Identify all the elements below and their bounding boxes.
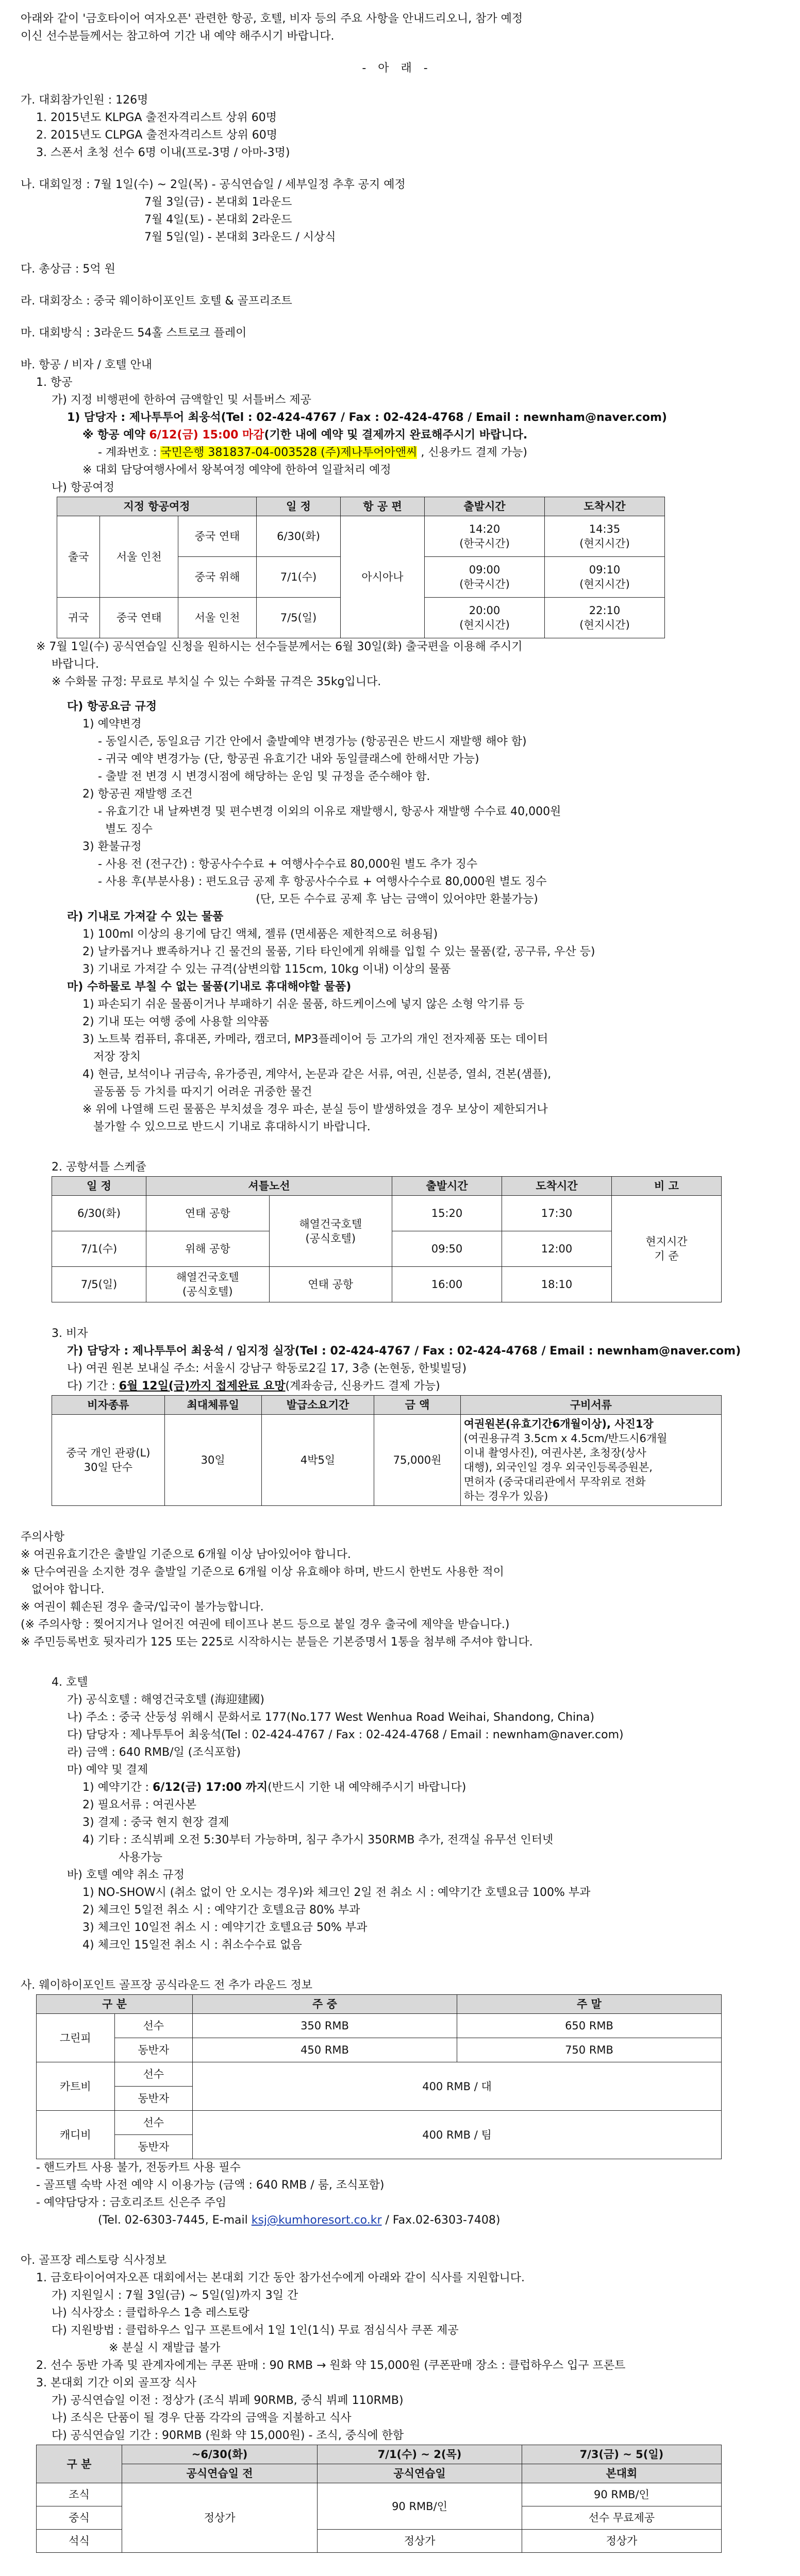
table-cell: 09:00 (한국시간) (425, 557, 545, 598)
list-item: 7월 3일(금) - 본대회 1라운드 (144, 196, 292, 209)
table-header: 최대체류일 (164, 1396, 261, 1415)
hotel-line: 2) 필요서류 : 여권사본 (82, 1799, 196, 1811)
table-cell: 90 RMB/인 (318, 2483, 522, 2530)
rules-item: 4) 현금, 보석이나 귀금속, 유가증권, 계약서, 논문과 같은 서류, 여권, 신분증, 열쇠, 견본(샘플), (82, 1068, 552, 1081)
rules-item: 2) 날카롭거나 뾰족하거나 긴 물건의 물품, 기타 타인에게 위해를 입힐 수 있는 물품(칼, 공구류, 우산 등) (82, 945, 595, 958)
table-header-row (57, 497, 665, 516)
air-ga: 가) 지정 비행편에 한하여 금액할인 및 서틀버스 제공 (52, 394, 311, 406)
table-cell: 650 RMB (457, 2014, 722, 2038)
table-header: 구 분 (37, 2445, 122, 2483)
table-cell: 14:20 (한국시간) (425, 516, 545, 557)
table-cell: 동반자 (114, 2087, 193, 2111)
table-cell: 6/30(화) (257, 516, 341, 557)
rules-item: 2) 기내 또는 여행 중에 사용할 의약품 (82, 1015, 270, 1028)
golf-fee-table (36, 1994, 722, 2159)
rules-item: - 유효기간 내 날짜변경 및 편수변경 이외의 이유로 재발행시, 항공사 재발행 수수료 40,000원 (98, 805, 561, 818)
table-header-row (37, 2445, 722, 2464)
rules-item: 3) 노트북 컴퓨터, 휴대폰, 카메라, 캠코더, MP3플레이어 등 고가의 개인 전자제품 또는 데이터 (82, 1033, 548, 1046)
restaurant-line: 나) 조식은 단품이 될 경우 단품 각각의 금액을 지불하고 식사 (52, 2412, 352, 2425)
table-cell: 아시아나 (341, 516, 425, 638)
table-header: 공식연습일 전 (122, 2464, 317, 2483)
rules-item: - 출발 전 변경 시 변경시점에 해당하는 운임 및 규정을 준수해야 함. (98, 770, 430, 783)
table-header: 구 분 (37, 1995, 193, 2014)
table-header: 7/1(수) ~ 2(목) (318, 2445, 522, 2464)
hotel-reserve-period: 1) 예약기간 : 6/12(금) 17:00 까지(반드시 기한 내 예약해주시기 바랍니다) (82, 1781, 466, 1794)
rules-item: (단, 모든 수수료 공제 후 남는 금액이 있어야만 환불가능) (256, 893, 538, 906)
deadline-text: 6/12(금) 15:00 마감 (149, 429, 264, 442)
table-cell: 중국 연태 (178, 516, 257, 557)
intro-line: 이신 선수분들께서는 참고하여 기간 내 예약 해주시기 바랍니다. (21, 30, 335, 43)
visa-address: 나) 여권 원본 보내실 주소: 서울시 강남구 학동로2길 17, 3층 (논현동, 한빛빌딩) (67, 1362, 467, 1375)
table-header: 금 액 (374, 1396, 460, 1415)
table-row (52, 1196, 722, 1231)
air-account: - 계좌번호 : 국민은행 381837-04-003528 (주)제나투어아앤씨 , 신용카드 결제 가능) (98, 446, 527, 459)
table-cell: 7/1(수) (257, 557, 341, 598)
table-cell: 75,000원 (374, 1415, 460, 1506)
golf-note: - 예약담당자 : 금호리조트 신은주 주임 (36, 2196, 227, 2209)
restaurant-line: 나) 식사장소 : 클럽하우스 1층 레스토랑 (52, 2307, 249, 2319)
list-item: 3. 스폰서 초청 선수 6명 이내(프로-3명 / 아마-3명) (36, 146, 290, 159)
restaurant-line: 가) 공식연습일 이전 : 정상가 (조식 뷔페 90RMB, 중식 뷔페 110RMB) (52, 2394, 404, 2407)
table-cell: 조식 (37, 2483, 122, 2506)
hotel-line: 나) 주소 : 중국 산둥성 위해시 문화서로 177(No.177 West Wenhua Road Weihai, Shandong, China) (67, 1711, 595, 1724)
table-header: 구비서류 (460, 1396, 721, 1415)
table-cell: 연태 공항 (146, 1196, 270, 1231)
table-cell: 귀국 (57, 598, 100, 638)
table-cell: 30일 (164, 1415, 261, 1506)
table-header: 주 중 (193, 1995, 457, 2014)
list-item: 2. 2015년도 CLPGA 출전자격리스트 상위 60명 (36, 129, 277, 142)
air-reserve-deadline: ※ 항공 예약 6/12(금) 15:00 마감(기한 내에 예약 및 결제까지 완료해주시기 바랍니다. (82, 429, 528, 442)
rules-item: 2) 항공권 재발행 조건 (82, 788, 193, 801)
list-item: 7월 4일(토) - 본대회 2라운드 (144, 213, 292, 226)
rules-item: - 동일시즌, 동일요금 기간 안에서 출발예약 변경가능 (항공권은 반드시 재발행 해야 함) (98, 735, 527, 748)
table-cell: 해열건국호텔 (공식호텔) (269, 1196, 392, 1267)
table-cell: 선수 (114, 2062, 193, 2087)
restaurant-line: 1. 금호타이어여자오픈 대회에서는 본대회 기간 동안 참가선수에게 아래와 같이 식사를 지원합니다. (36, 2272, 525, 2284)
table-header-row (37, 1995, 722, 2014)
rules-item: 골동품 등 가치를 따지기 어려운 귀중한 물건 (82, 1086, 312, 1098)
air-contact: 1) 담당자 : 제나투투어 최웅석(Tel : 02-424-4767 / Fax : 02-424-4768 / Email : newnham@naver.com) (67, 411, 667, 424)
restaurant-line: 가) 지원일시 : 7월 3일(금) ~ 5일(일)까지 3일 간 (52, 2289, 298, 2302)
section-ma-heading: 마. 대회방식 : 3라운드 54홀 스트로크 플레이 (21, 327, 247, 340)
flight-table (57, 497, 665, 638)
note-line: ※ 수화물 규정: 무료로 부치실 수 있는 수화물 규격은 35kg입니다. (52, 675, 381, 688)
hotel-line: 3) 체크인 10일전 취소 시 : 예약기간 호텔요금 50% 부과 (82, 1921, 368, 1934)
table-cell: 여권원본(유효기간6개월이상), 사진1장 (여권용규격 3.5cm x 4.5cm/반드시6개월 이내 촬영사진), 여권사본, 초청장(상사 대행), 외국인일 경우 외국인등록증원본, 면허자 (중국대리관에서 무작위로 전화 하는 경우가 있음) (460, 1415, 721, 1506)
hotel-line: 사용가능 (119, 1851, 163, 1864)
table-header-row (37, 2464, 722, 2483)
table-cell: 22:10 (현지시간) (545, 598, 665, 638)
table-cell: 동반자 (114, 2135, 193, 2159)
rules-item: - 귀국 예약 변경가능 (단, 항공권 유효기간 내와 동일클래스에 한해서만 가능) (98, 753, 479, 766)
table-cell: 중국 위해 (178, 557, 257, 598)
shuttle-table (52, 1176, 722, 1302)
visa-deadline: 다) 기간 : 6월 12일(금)까지 접제완료 요망(계좌송금, 신용카드 결제 가능) (67, 1380, 440, 1393)
rules-item: ※ 위에 나열해 드린 물품은 부치셨을 경우 파손, 분실 등이 발생하였을 경우 보상이 제한되거나 (82, 1103, 548, 1116)
restaurant-line: 다) 지원방법 : 클럽하우스 입구 프론트에서 1일 1인(1식) 무료 점심식사 쿠폰 제공 (52, 2324, 459, 2337)
table-header: 항 공 편 (341, 497, 425, 516)
notice-document (21, 10, 773, 2576)
table-cell: 450 RMB (193, 2038, 457, 2062)
doc-title: - 아 래 - (362, 62, 432, 75)
table-cell: 석식 (37, 2530, 122, 2553)
table-cell: 정상가 (522, 2530, 721, 2553)
rules-ma-heading: 마) 수하물로 부칠 수 없는 물품(기내로 휴대해야할 물품) (67, 980, 352, 993)
restaurant-line: ※ 분실 시 재발급 불가 (98, 2342, 221, 2354)
golf-heading: 사. 웨이하이포인트 골프장 공식라운드 전 추가 라운드 정보 (21, 1979, 312, 1992)
table-header: ~6/30(화) (122, 2445, 317, 2464)
visa-table (52, 1395, 722, 1506)
table-cell: 09:50 (392, 1231, 502, 1267)
rules-item: 3) 기내로 가져갈 수 있는 규격(삼변의합 115cm, 10kg 이내) 이상의 물품 (82, 963, 451, 976)
table-header: 도착시간 (545, 497, 665, 516)
table-row (37, 2483, 722, 2506)
visa-contact: 가) 담당자 : 제나투투어 최웅석 / 임지정 실장(Tel : 02-424-4767 / Fax : 02-424-4768 / Email : newnham@naver.com) (67, 1345, 741, 1358)
hotel-heading: 4. 호텔 (52, 1676, 88, 1689)
rules-item: 3) 환불규정 (82, 840, 142, 853)
hotel-line: 3) 결제 : 중국 현지 현장 결제 (82, 1816, 229, 1829)
note-line: ※ 7월 1일(수) 공식연습일 신청을 원하시는 선수들분께서는 6월 30일(화) 출국편을 이용해 주시기 (36, 640, 523, 653)
table-cell: 해열건국호텔 (공식호텔) (146, 1267, 270, 1302)
hotel-line: 바) 호텔 예약 취소 규정 (67, 1869, 185, 1882)
table-cell: 400 RMB / 팀 (193, 2111, 722, 2159)
section-ba-heading: 바. 항공 / 비자 / 호텔 안내 (21, 359, 153, 371)
email-link[interactable]: ksj@kumhoresort.co.kr (251, 2214, 382, 2227)
table-header: 일 정 (257, 497, 341, 516)
table-header: 비 고 (612, 1177, 722, 1196)
table-row (37, 2062, 722, 2087)
table-cell: 18:10 (502, 1267, 612, 1302)
section-ra-heading: 라. 대회장소 : 중국 웨이하이포인트 호텔 & 골프리조트 (21, 295, 292, 308)
table-header: 일 정 (52, 1177, 146, 1196)
bank-account: 국민은행 381837-04-003528 (주)제나투어아앤씨 (160, 446, 418, 459)
table-header: 셔틀노선 (146, 1177, 392, 1196)
rules-item: 1) 100ml 이상의 용기에 담긴 액체, 젤류 (면세품은 제한적으로 허용됨) (82, 928, 438, 941)
golf-note: - 핸드카트 사용 불가, 전동카트 사용 필수 (36, 2161, 241, 2174)
table-cell: 중국 연태 (100, 598, 178, 638)
meal-table (36, 2445, 722, 2553)
table-row (37, 2038, 722, 2062)
table-cell: 선수 (114, 2014, 193, 2038)
table-cell: 중국 개인 관광(L) 30일 단수 (52, 1415, 165, 1506)
hotel-deadline: 6/12(금) 17:00 까지 (152, 1781, 268, 1794)
intro-line: 아래와 같이 '금호타이어 여자오픈' 관련한 항공, 호텔, 비자 등의 주요 사항을 안내드리오니, 참가 예정 (21, 12, 523, 25)
rules-item: 1) 파손되기 쉬운 물품이거나 부패하기 쉬운 물품, 하드케이스에 넣지 않은 소형 악기류 등 (82, 998, 525, 1011)
section-na-heading: 나. 대회일정 : 7월 1일(수) ~ 2일(목) - 공식연습일 / 세부일정 추후 공지 예정 (21, 178, 406, 191)
table-cell: 중식 (37, 2506, 122, 2530)
visa-heading: 3. 비자 (52, 1327, 88, 1340)
table-cell: 350 RMB (193, 2014, 457, 2038)
table-header: 공식연습일 (318, 2464, 522, 2483)
table-header: 도착시간 (502, 1177, 612, 1196)
table-cell: 현지시간 기 준 (612, 1196, 722, 1302)
table-row (37, 2014, 722, 2038)
air-note: ※ 대회 담당여행사에서 왕복여정 예약에 한하여 일괄처리 예정 (82, 464, 391, 477)
rules-item: - 사용 후(부분사용) : 편도요금 공제 후 항공사수수료 + 여행사수수료 80,000원 별도 징수 (98, 875, 547, 888)
table-cell: 위해 공항 (146, 1231, 270, 1267)
table-cell: 15:20 (392, 1196, 502, 1231)
golf-note: - 골프텔 숙박 사전 예약 시 이용가능 (금액 : 640 RMB / 룸, 조식포함) (36, 2179, 385, 2192)
table-row (57, 516, 665, 557)
table-cell: 그린피 (37, 2014, 115, 2062)
table-header: 7/3(금) ~ 5(일) (522, 2445, 721, 2464)
rules-item: - 사용 전 (전구간) : 항공사수수료 + 여행사수수료 80,000원 별도 추가 징수 (98, 858, 478, 871)
table-cell: 12:00 (502, 1231, 612, 1267)
table-row (37, 2111, 722, 2135)
list-item: 1. 2015년도 KLPGA 출전자격리스트 상위 60명 (36, 111, 277, 124)
caution-line: ※ 주민등록번호 뒷자리가 125 또는 225로 시작하시는 분들은 기본증명서 1통을 첨부해 주셔야 합니다. (21, 1636, 533, 1649)
table-cell: 선수 무료제공 (522, 2506, 721, 2530)
restaurant-line: 다) 공식연습일 기간 : 90RMB (원화 약 15,000원) - 조식, 중식에 한함 (52, 2429, 404, 2442)
air-heading: 1. 항공 (36, 376, 73, 389)
shuttle-heading: 2. 공항셔틀 스케쥴 (52, 1161, 146, 1174)
table-cell: 750 RMB (457, 2038, 722, 2062)
restaurant-line: 3. 본대회 기간 이외 골프장 식사 (36, 2377, 196, 2389)
caution-line: ※ 여권이 훼손된 경우 출국/입국이 불가능합니다. (21, 1601, 264, 1614)
table-cell: 400 RMB / 대 (193, 2062, 722, 2111)
rules-ra-heading: 라) 기내로 가져갈 수 있는 물품 (67, 910, 224, 923)
golf-contact: (Tel. 02-6303-7445, E-mail ksj@kumhoresort.co.kr / Fax.02-6303-7408) (98, 2214, 501, 2227)
caution-line: 없어야 합니다. (21, 1583, 105, 1596)
table-header: 비자종류 (52, 1396, 165, 1415)
note-line: 바랍니다. (52, 658, 99, 671)
table-cell: 정상가 (122, 2483, 317, 2553)
table-cell: 16:00 (392, 1267, 502, 1302)
table-cell: 6/30(화) (52, 1196, 146, 1231)
rules-item: 별도 징수 (98, 823, 153, 836)
table-cell: 4박5일 (261, 1415, 374, 1506)
table-cell: 서울 인천 (100, 516, 178, 598)
rules-da-heading: 다) 항공요금 규정 (67, 700, 157, 713)
hotel-line: 라) 금액 : 640 RMB/일 (조식포함) (67, 1746, 241, 1759)
hotel-line: 가) 공식호텔 : 해영건국호텔 (海迎建國) (67, 1693, 264, 1706)
table-cell: 출국 (57, 516, 100, 598)
table-header: 출발시간 (392, 1177, 502, 1196)
table-cell: 연태 공항 (269, 1267, 392, 1302)
cautions-heading: 주의사항 (21, 1531, 65, 1544)
table-cell: 7/5(일) (257, 598, 341, 638)
caution-line: (※ 주의사항 : 찢어지거나 얼어진 여권에 테이프나 본드 등으로 붙일 경우 출국에 제약을 받습니다.) (21, 1618, 510, 1631)
hotel-line: 마) 예약 및 결제 (67, 1764, 148, 1776)
table-cell: 20:00 (현지시간) (425, 598, 545, 638)
table-cell: 캐디비 (37, 2111, 115, 2159)
table-cell: 14:35 (현지시간) (545, 516, 665, 557)
section-da-heading: 다. 총상금 : 5억 원 (21, 263, 115, 276)
restaurant-line: 2. 선수 동반 가족 및 관계자에게는 쿠폰 판매 : 90 RMB → 원화 약 15,000원 (쿠폰판매 장소 : 클럽하우스 입구 프론트 (36, 2359, 626, 2372)
caution-line: ※ 단수여권을 소지한 경우 출발일 기준으로 6개월 이상 유효해야 하며, 반드시 한번도 사용한 적이 (21, 1566, 504, 1579)
rules-item: 1) 예약변경 (82, 718, 142, 731)
visa-deadline-date: 6월 12일(금)까지 접제완료 요망 (119, 1380, 286, 1393)
restaurant-heading: 아. 골프장 레스토랑 식사정보 (21, 2254, 166, 2267)
table-header: 출발시간 (425, 497, 545, 516)
hotel-line: 4) 기타 : 조식뷔페 오전 5:30부터 가능하며, 침구 추가시 350RMB 추가, 전객실 유무선 인터넷 (82, 1834, 554, 1846)
hotel-line: 4) 체크인 15일전 취소 시 : 취소수수료 없음 (82, 1939, 302, 1952)
table-header: 발급소요기간 (261, 1396, 374, 1415)
table-cell: 09:10 (현지시간) (545, 557, 665, 598)
rules-item: 불가할 수 있으므로 반드시 기내로 휴대하시기 바랍니다. (82, 1121, 371, 1133)
hotel-line: 다) 담당자 : 제나투투어 최웅석(Tel : 02-424-4767 / Fax : 02-424-4768 / Email : newnham@naver.com) (67, 1728, 624, 1741)
table-header-row (52, 1396, 722, 1415)
hotel-line: 1) NO-SHOW시 (취소 없이 안 오시는 경우)와 체크인 2일 전 취소 시 : 예약기간 호텔요금 100% 부과 (82, 1886, 591, 1899)
table-header-row (52, 1177, 722, 1196)
table-cell: 정상가 (318, 2530, 522, 2553)
table-cell: 카트비 (37, 2062, 115, 2111)
table-cell: 17:30 (502, 1196, 612, 1231)
list-item: 7월 5일(일) - 본대회 3라운드 / 시상식 (144, 231, 336, 244)
table-cell: 선수 (114, 2111, 193, 2135)
table-header: 본대회 (522, 2464, 721, 2483)
table-cell: 7/1(수) (52, 1231, 146, 1267)
hotel-line: 2) 체크인 5일전 취소 시 : 예약기간 호텔요금 80% 부과 (82, 1904, 360, 1917)
table-cell: 서울 인천 (178, 598, 257, 638)
table-header: 지정 항공여정 (57, 497, 257, 516)
caution-line: ※ 여권유효기간은 출발일 기준으로 6개월 이상 남아있어야 합니다. (21, 1548, 351, 1561)
table-row (52, 1415, 722, 1506)
table-cell: 90 RMB/인 (522, 2483, 721, 2506)
table-cell: 7/5(일) (52, 1267, 146, 1302)
table-header: 주 말 (457, 1995, 722, 2014)
rules-item: 저장 장치 (82, 1050, 141, 1063)
table-cell: 동반자 (114, 2038, 193, 2062)
air-na: 나) 항공여정 (52, 481, 114, 494)
section-ga-heading: 가. 대회참가인원 : 126명 (21, 94, 148, 107)
